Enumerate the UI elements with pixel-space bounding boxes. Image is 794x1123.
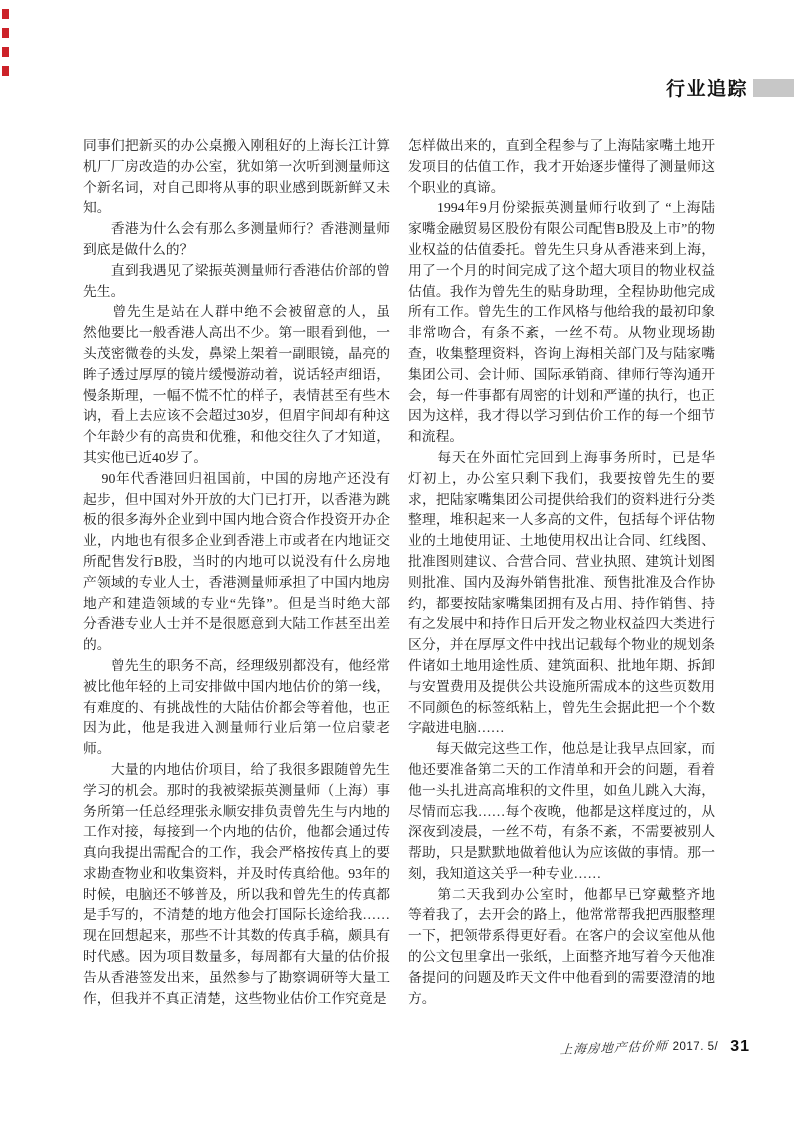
text-line: 深夜到凌晨，一丝不苟，有条不紊，不需要被别人	[408, 824, 715, 840]
text-line: 业，内地也有很多企业到香港上市或者在内地证交	[83, 533, 390, 549]
article-column-right	[408, 136, 715, 1009]
text-line: 师。	[83, 741, 111, 757]
text-line: 怎样做出来的，直到全程参与了上海陆家嘴土地开	[408, 138, 715, 153]
text-line: 批准图则建议、合营合同、营业执照、建筑计划图	[408, 553, 715, 569]
text-line: 他还要准备第二天的工作清单和开会的问题，看着	[408, 761, 715, 777]
text-line: 同事们把新买的办公桌搬入刚租好的上海长江计算	[83, 138, 390, 153]
text-line: 工作对接，每接到一个内地的估价，他都会通过传	[83, 824, 390, 840]
text-line: 告从香港签发出来，虽然参与了勘察调研等大量工	[83, 969, 390, 985]
journal-logo-script: 上海房地产估价师	[559, 1038, 669, 1057]
text-line: 他一头扎进高高堆积的文件里，如鱼儿跳入大海，	[408, 782, 715, 798]
text-line: 个新名词，对自己即将从事的职业感到既新鲜又未	[83, 179, 390, 195]
text-line: 其实他已近40岁了。	[83, 449, 208, 465]
text-line: 机厂厂房改造的办公室，犹如第一次听到测量师这	[83, 158, 390, 174]
article-body	[83, 136, 715, 1009]
text-line: 作，但我并不真正清楚，这些物业估价工作究竟是	[83, 990, 387, 1006]
text-line: 真向我提出需配合的工作，我会严格按传真上的要	[83, 845, 390, 861]
text-line: 与安置费用及提供公共设施所需成本的这些页数用	[408, 678, 715, 694]
text-line: 业的土地使用证、土地使用权出让合同、红线图、	[408, 533, 715, 549]
text-line: 曾先生是站在人群中绝不会被留意的人，虽	[83, 304, 390, 320]
text-line: 务所第一任总经理张永顺安排负责曾先生与内地的	[83, 803, 390, 819]
text-line: 有之发展中和持作日后开发之物业权益四大类进行	[408, 616, 715, 632]
text-line: 用了一个月的时间完成了这个超大项目的物业权益	[408, 262, 715, 278]
text-line: 有难度的、有挑战性的大陆估价都会等着他，也正	[83, 699, 390, 715]
text-line: 因为这样，我才得以学习到估价工作的每一个细节	[408, 408, 715, 424]
text-line: 每天做完这些工作，他总是让我早点回家，而	[408, 741, 715, 757]
text-line: 估值。我作为曾先生的贴身助理，全程协助他完成	[408, 283, 715, 299]
text-line: 集团公司、会计师、国际承销商、律师行等沟通开	[408, 366, 715, 382]
text-line: 灯初上，办公室只剩下我们，我要按曾先生的要	[408, 470, 715, 486]
text-line: 每天在外面忙完回到上海事务所时，已是华	[408, 449, 715, 465]
text-line: 查，收集整理资料，咨询上海相关部门及与陆家嘴	[408, 345, 715, 361]
text-line: 个年龄少有的高贵和优雅，和他交往久了才知道，	[83, 429, 390, 445]
text-line: 则批准、国内及海外销售批准、预售批准及合作协	[408, 574, 715, 590]
text-line: 学习的机会。那时的我被梁振英测量师（上海）事	[83, 782, 390, 798]
text-line: 件诸如土地用途性质、建筑面积、批地年期、拆卸	[408, 657, 715, 673]
text-line: 和流程。	[408, 429, 464, 445]
text-line: 一下，把领带系得更好看。在客户的会议室他从他	[408, 928, 715, 944]
text-line: 约，都要按陆家嘴集团拥有及占用、持作销售、持	[408, 595, 715, 611]
bleed-mark	[2, 47, 9, 57]
text-line: 所配售发行B股，当时的内地可以说没有什么房地	[83, 553, 390, 569]
text-line: 的。	[83, 637, 111, 653]
text-line: 发项目的估值工作，我才开始逐步懂得了测量师这	[408, 158, 715, 174]
text-line: 起步，但中国对外开放的大门已打开，以香港为跳	[83, 491, 390, 507]
text-line: 等着我了，去开会的路上，他常常帮我把西服整理	[408, 907, 715, 923]
section-title: 行业追踪	[665, 79, 748, 100]
text-line: 尽情而忘我……每个夜晚，他都是这样度过的，从	[408, 803, 715, 819]
section-bar-decoration	[753, 79, 794, 97]
text-line: 第二天我到办公室时，他都早已穿戴整齐地	[408, 886, 715, 902]
section-header	[0, 74, 794, 100]
text-line: 非常吻合，有条不紊，一丝不苟。从物业现场勘	[408, 325, 715, 341]
text-line: 现在回想起来，那些不计其数的传真手稿，颇具有	[83, 928, 390, 944]
text-line: 香港为什么会有那么多测量师行？香港测量师	[83, 221, 390, 237]
text-line: 讷，看上去应该不会超过30岁，但眉宇间却有种这	[83, 408, 390, 424]
bleed-mark	[2, 9, 9, 19]
text-line: 1994年9月份梁振英测量师行收到了 “上海陆	[408, 200, 715, 216]
text-line: 整理，堆积起来一人多高的文件，包括每个评估物	[408, 512, 715, 528]
text-line: 时代感。因为项目数量多，每周都有大量的估价报	[83, 949, 390, 965]
text-line: 被比他年轻的上司安排做中国内地估价的第一线，	[83, 678, 390, 694]
text-line: 求，把陆家嘴集团公司提供给我们的资料进行分类	[408, 491, 715, 507]
text-line: 方。	[408, 990, 436, 1006]
text-line: 备提问的问题及昨天文件中他看到的需要澄清的地	[408, 969, 715, 985]
text-line: 所有工作。曾先生的工作风格与他给我的最初印象	[408, 304, 715, 320]
text-line: 求勘查物业和收集资料，并及时传真给他。93年的	[83, 865, 390, 881]
text-line: 个职业的真谛。	[408, 179, 505, 195]
text-line: 头茂密微卷的头发，鼻梁上架着一副眼镜，晶亮的	[83, 345, 390, 361]
page-number: 31	[730, 1038, 750, 1055]
text-line: 的公文包里拿出一张纸，上面整齐地写着今天他准	[408, 949, 715, 965]
text-line: 产领域的专业人士，香港测量师承担了中国内地房	[83, 574, 390, 590]
page-footer	[560, 1038, 750, 1056]
text-line: 区分，并在厚厚文件中找出记载每个物业的规划条	[408, 637, 715, 653]
text-line: 家嘴金融贸易区股份有限公司配售B股及上市”的物	[408, 221, 715, 237]
text-line: 知。	[83, 200, 111, 216]
text-line: 到底是做什么的？	[83, 241, 194, 257]
text-line: 慢条斯理，一幅不慌不忙的样子，表情甚至有些木	[83, 387, 390, 403]
text-line: 帮助，只是默默地做着他认为应该做的事情。那一	[408, 845, 715, 861]
text-line: 分香港专业人士并不是很愿意到大陆工作甚至出差	[83, 616, 390, 632]
bleed-mark	[2, 28, 9, 38]
text-line: 会，每一件事都有周密的计划和严谨的执行，也正	[408, 387, 715, 403]
text-line: 因为此，他是我进入测量师行业后第一位启蒙老	[83, 720, 390, 736]
text-line: 业权益的估值委托。曾先生只身从香港来到上海，	[408, 241, 715, 257]
text-line: 眸子透过厚厚的镜片缓慢游动着，说话轻声细语，	[83, 366, 390, 382]
text-line: 时候，电脑还不够普及，所以我和曾先生的传真都	[83, 886, 390, 902]
text-line: 先生。	[83, 283, 125, 299]
text-line: 是手写的，不清楚的地方他会打国际长途给我……	[83, 907, 390, 923]
text-line: 字敲进电脑……	[408, 720, 505, 736]
text-line: 然他要比一般香港人高出不少。第一眼看到他，一	[83, 325, 390, 341]
text-line: 刻，我知道这关乎一种专业……	[408, 865, 602, 881]
text-line: 板的很多海外企业到中国内地合资合作投资开办企	[83, 512, 390, 528]
text-line: 90年代香港回归祖国前，中国的房地产还没有	[83, 470, 390, 486]
text-line: 直到我遇见了梁振英测量师行香港估价部的曾	[83, 262, 390, 278]
text-line: 不同颜色的标签纸粘上，曾先生会据此把一个个数	[408, 699, 715, 715]
article-column-left	[83, 136, 390, 1009]
text-line: 地产和建造领域的专业“先锋”。但是当时绝大部	[83, 595, 390, 611]
issue-date: 2017. 5/	[672, 1041, 719, 1053]
text-line: 曾先生的职务不高，经理级别都没有，他经常	[83, 657, 390, 673]
text-line: 大量的内地估价项目，给了我很多跟随曾先生	[83, 761, 390, 777]
